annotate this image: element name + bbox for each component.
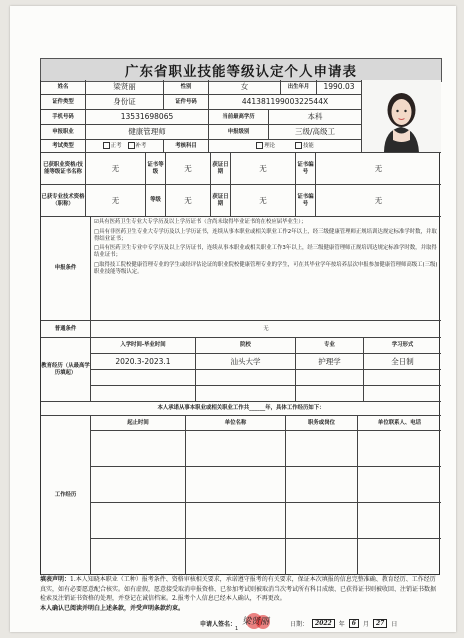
edu-row-mode: 全日制 xyxy=(364,354,441,370)
held-cert-value: 无 xyxy=(86,153,146,185)
date-label: 日期： xyxy=(290,620,309,628)
day-char: 日 xyxy=(391,620,398,628)
edu-empty-cell xyxy=(196,370,296,386)
occupation-value: 健康管理师 xyxy=(86,125,209,140)
exam-type-retake: 补考 xyxy=(128,142,147,150)
applicant-photo xyxy=(362,80,441,153)
edu-row-period: 2020.3-2023.1 xyxy=(91,354,196,370)
work-empty-cell xyxy=(358,539,441,575)
application-sheet xyxy=(10,6,456,632)
work-empty-cell xyxy=(286,503,358,539)
edu-header-school: 院校 xyxy=(196,338,296,354)
tech-number-value: 无 xyxy=(316,185,441,217)
birth-value: 1990.03 xyxy=(317,80,362,95)
exam-type-label: 考试类型 xyxy=(41,140,86,153)
page-number: 1 xyxy=(235,626,239,632)
level-value: 三级/高级工 xyxy=(269,125,362,140)
edu-empty-cell xyxy=(364,386,441,402)
checkbox-icon xyxy=(256,142,263,149)
checkbox-icon xyxy=(128,142,135,149)
subject-options xyxy=(209,140,362,153)
education-history-label: 教育经历（从最高学历填起） xyxy=(41,338,91,402)
work-empty-cell xyxy=(91,539,186,575)
gender-value: 女 xyxy=(209,80,281,95)
tech-date-label: 获证日期 xyxy=(211,185,231,217)
work-empty-cell xyxy=(91,431,186,467)
cert-number-value: 无 xyxy=(316,153,441,185)
condition-item: □具有医药卫生专业中专学历及以上学历证书，连续从事本职业或相关职业工作3年以上，经三级健康管理师正规培训达规定标准学时数，并取得结业证书； xyxy=(94,245,437,258)
cert-number-label: 证书编号 xyxy=(296,153,316,185)
signature-area xyxy=(240,617,276,629)
work-empty-cell xyxy=(186,503,286,539)
work-header-company: 单位名称 xyxy=(186,416,286,431)
edu-header-mode: 学习形式 xyxy=(364,338,441,354)
held-cert-label: 已获职业资格/技能等级证书名称 xyxy=(41,153,86,185)
subject-label: 考核科目 xyxy=(164,140,209,153)
cert-level-value: 无 xyxy=(166,153,211,185)
conditions-label: 申报条件 xyxy=(41,217,91,321)
work-empty-cell xyxy=(186,431,286,467)
work-empty-cell xyxy=(186,467,286,503)
condition-item: □取得技工院校健康管理专业的学生或经评估论证的职业院校健康管理专业的学生，可在其毕业学年按培养层次申报参加健康管理师高级工(三级)职业技能等级认定。 xyxy=(94,261,438,275)
work-header-period: 起止时间 xyxy=(91,416,186,431)
year-char: 年 xyxy=(338,620,345,628)
general-condition-value: 无 xyxy=(91,321,441,338)
work-header-position: 职务或岗位 xyxy=(286,416,358,431)
occupation-label: 申报职业 xyxy=(41,125,86,140)
id-type-label: 证件类型 xyxy=(41,95,86,110)
id-no-value: 44138119900322544X xyxy=(209,95,362,110)
exam-type-options xyxy=(86,140,164,153)
declaration xyxy=(40,575,440,619)
exam-type-normal: 正考 xyxy=(103,142,122,150)
name-value: 梁贤丽 xyxy=(86,80,164,95)
tech-level-value: 无 xyxy=(166,185,211,217)
edu-empty-cell xyxy=(296,386,364,402)
edu-header-major: 专业 xyxy=(296,338,364,354)
condition-item: □具有非医药卫生专业大专学历及以上学历证书，连续从事本职业或相关职业工作2年以上，经三级健康管理师正规培训达规定标准学时数，并取得结业证书； xyxy=(94,228,437,242)
subject-theory: 理论 xyxy=(256,142,275,150)
subject-skill: 技能 xyxy=(295,142,314,150)
form-title: 广东省职业技能等级认定个人申请表 xyxy=(40,58,442,82)
date-year: 2022 xyxy=(312,619,335,628)
signature-handwriting: 梁贤丽 xyxy=(242,617,270,627)
signature-label: 申请人签名： xyxy=(200,620,237,628)
date-day: 27 xyxy=(373,619,387,628)
name-label: 姓名 xyxy=(41,80,86,95)
tech-level-label: 等级 xyxy=(146,185,166,217)
condition-item: ☑具有医药卫生专业大专学历及以上学历证书（含尚未取得毕业证书的在校应届毕业生）； xyxy=(94,219,307,225)
form-table xyxy=(40,80,440,575)
id-type-value: 身份证 xyxy=(86,95,164,110)
work-promise: 本人承诺从事本职业或相关职业工作共______年，具体工作经历如下： xyxy=(41,402,441,416)
work-history-label: 工作经历 xyxy=(41,416,91,575)
date-month: 6 xyxy=(349,619,359,628)
work-empty-cell xyxy=(286,467,358,503)
checkbox-icon xyxy=(295,142,302,149)
work-empty-cell xyxy=(286,431,358,467)
month-char: 月 xyxy=(362,620,369,628)
edu-empty-cell xyxy=(364,370,441,386)
work-empty-cell xyxy=(186,539,286,575)
work-empty-cell xyxy=(286,539,358,575)
signature-row xyxy=(200,617,397,629)
held-tech-value: 无 xyxy=(86,185,146,217)
edu-empty-cell xyxy=(196,386,296,402)
portrait-image xyxy=(362,80,441,153)
work-empty-cell xyxy=(91,467,186,503)
edu-empty-cell xyxy=(91,370,196,386)
cert-level-label: 证书等级 xyxy=(146,153,166,185)
tech-date-value: 无 xyxy=(231,185,296,217)
general-condition-label: 普通条件 xyxy=(41,321,91,338)
cert-date-value: 无 xyxy=(231,153,296,185)
education-level-label: 当前最高学历 xyxy=(209,110,269,125)
work-header-contact: 单位联系人、电话 xyxy=(358,416,441,431)
cert-date-label: 获证日期 xyxy=(211,153,231,185)
birth-label: 出生年月 xyxy=(281,80,317,95)
phone-label: 手机号码 xyxy=(41,110,86,125)
id-no-label: 证件号码 xyxy=(164,95,209,110)
declaration-notice: 填表声明：1.本人知晓本职业（工种）报考条件、资格审核相关要求，承诺遵守报考的有关要求，保证本次填报的信息完整准确、教育经历、工作经历真实，如有必要愿意配合核实。如有虚假，愿意接受取消申报资格、已参加考试则被取消当次考试所有科目成绩、已获得证书则被收回、注销证书数据检索及注销证书资格的处理，并登记在诚信档案。2.报考个人信息已经本人确认，不再更改。 xyxy=(40,576,437,603)
held-tech-label: 已获专业技术资格（职称） xyxy=(41,185,86,217)
edu-row-major: 护理学 xyxy=(296,354,364,370)
conditions-list xyxy=(91,217,441,321)
declaration-confirm: 本人确认已阅读并明白上述条款，并受声明条款约束。 xyxy=(40,604,185,612)
checkbox-icon xyxy=(103,142,110,149)
tech-number-label: 证书编号 xyxy=(296,185,316,217)
work-empty-cell xyxy=(91,503,186,539)
work-empty-cell xyxy=(358,503,441,539)
phone-value: 13531698065 xyxy=(86,110,209,125)
work-empty-cell xyxy=(358,467,441,503)
gender-label: 性别 xyxy=(164,80,209,95)
edu-empty-cell xyxy=(91,386,196,402)
work-empty-cell xyxy=(358,431,441,467)
edu-empty-cell xyxy=(296,370,364,386)
edu-header-period: 入学时间-毕业时间 xyxy=(91,338,196,354)
level-label: 申报级别 xyxy=(209,125,269,140)
education-level-value: 本科 xyxy=(269,110,362,125)
edu-row-school: 汕头大学 xyxy=(196,354,296,370)
